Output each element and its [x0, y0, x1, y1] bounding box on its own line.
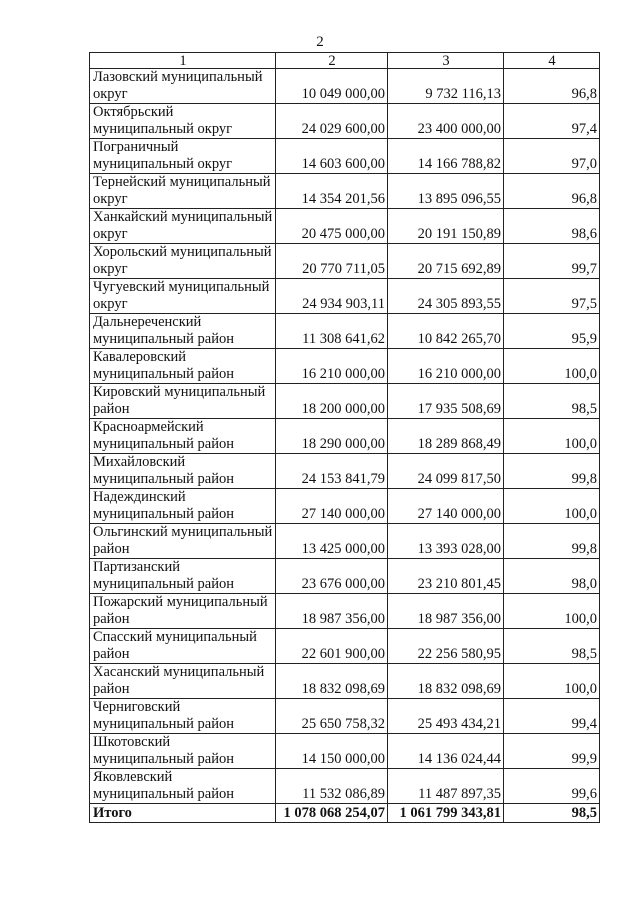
total-actual: 1 061 799 343,81: [388, 804, 504, 823]
plan-amount: 24 934 903,11: [276, 279, 388, 314]
execution-percent: 100,0: [504, 664, 600, 699]
column-header: 1: [90, 53, 276, 69]
plan-amount: 16 210 000,00: [276, 349, 388, 384]
execution-percent: 99,6: [504, 769, 600, 804]
execution-percent: 96,8: [504, 174, 600, 209]
plan-amount: 14 354 201,56: [276, 174, 388, 209]
table-row: [90, 664, 600, 699]
plan-amount: 23 676 000,00: [276, 559, 388, 594]
table-row: [90, 559, 600, 594]
plan-amount: 14 603 600,00: [276, 139, 388, 174]
execution-percent: 98,5: [504, 629, 600, 664]
plan-amount: 13 425 000,00: [276, 524, 388, 559]
municipality-name: Надеждинский муниципальный район: [90, 489, 276, 524]
municipality-name: Пожарский муниципальный район: [90, 594, 276, 629]
execution-percent: 98,5: [504, 384, 600, 419]
execution-percent: 97,4: [504, 104, 600, 139]
total-label: Итого: [90, 804, 276, 823]
execution-percent: 96,8: [504, 69, 600, 104]
municipality-name: Михайловский муниципальный район: [90, 454, 276, 489]
execution-percent: 98,6: [504, 209, 600, 244]
municipality-name: Спасский муниципальный район: [90, 629, 276, 664]
column-header: 4: [504, 53, 600, 69]
plan-amount: 18 987 356,00: [276, 594, 388, 629]
column-header: 3: [388, 53, 504, 69]
municipality-name: Партизанский муниципальный район: [90, 559, 276, 594]
table-row: [90, 419, 600, 454]
execution-percent: 99,7: [504, 244, 600, 279]
municipality-name: Красноармейский муниципальный район: [90, 419, 276, 454]
table-row: [90, 734, 600, 769]
actual-amount: 18 832 098,69: [388, 664, 504, 699]
table-row: [90, 384, 600, 419]
table-row: [90, 174, 600, 209]
plan-amount: 11 308 641,62: [276, 314, 388, 349]
municipality-name: Шкотовский муниципальный район: [90, 734, 276, 769]
actual-amount: 25 493 434,21: [388, 699, 504, 734]
execution-percent: 100,0: [504, 349, 600, 384]
execution-percent: 100,0: [504, 419, 600, 454]
plan-amount: 20 475 000,00: [276, 209, 388, 244]
plan-amount: 18 290 000,00: [276, 419, 388, 454]
total-percent: 98,5: [504, 804, 600, 823]
actual-amount: 18 987 356,00: [388, 594, 504, 629]
actual-amount: 23 400 000,00: [388, 104, 504, 139]
execution-percent: 99,4: [504, 699, 600, 734]
actual-amount: 20 191 150,89: [388, 209, 504, 244]
actual-amount: 23 210 801,45: [388, 559, 504, 594]
execution-percent: 99,8: [504, 454, 600, 489]
table-header-row: [90, 53, 600, 69]
table-row: [90, 139, 600, 174]
actual-amount: 24 099 817,50: [388, 454, 504, 489]
municipality-name: Пограничный муниципальный округ: [90, 139, 276, 174]
execution-percent: 100,0: [504, 489, 600, 524]
municipality-name: Тернейский муниципальный округ: [90, 174, 276, 209]
actual-amount: 17 935 508,69: [388, 384, 504, 419]
actual-amount: 22 256 580,95: [388, 629, 504, 664]
execution-percent: 99,8: [504, 524, 600, 559]
execution-percent: 97,5: [504, 279, 600, 314]
table-row: [90, 314, 600, 349]
actual-amount: 14 166 788,82: [388, 139, 504, 174]
table-row: [90, 769, 600, 804]
plan-amount: 11 532 086,89: [276, 769, 388, 804]
table-row: [90, 594, 600, 629]
actual-amount: 13 895 096,55: [388, 174, 504, 209]
table-row: [90, 209, 600, 244]
municipality-name: Дальнереченский муниципальный район: [90, 314, 276, 349]
total-row: [90, 804, 600, 823]
plan-amount: 14 150 000,00: [276, 734, 388, 769]
actual-amount: 9 732 116,13: [388, 69, 504, 104]
table-row: [90, 629, 600, 664]
municipality-name: Черниговский муниципальный район: [90, 699, 276, 734]
execution-percent: 95,9: [504, 314, 600, 349]
municipality-name: Лазовский муниципальный округ: [90, 69, 276, 104]
plan-amount: 10 049 000,00: [276, 69, 388, 104]
table-row: [90, 279, 600, 314]
plan-amount: 24 029 600,00: [276, 104, 388, 139]
total-plan: 1 078 068 254,07: [276, 804, 388, 823]
municipality-name: Хасанский муниципальный район: [90, 664, 276, 699]
actual-amount: 24 305 893,55: [388, 279, 504, 314]
plan-amount: 24 153 841,79: [276, 454, 388, 489]
plan-amount: 20 770 711,05: [276, 244, 388, 279]
plan-amount: 22 601 900,00: [276, 629, 388, 664]
table-row: [90, 489, 600, 524]
actual-amount: 11 487 897,35: [388, 769, 504, 804]
municipality-name: Октябрьский муниципальный округ: [90, 104, 276, 139]
municipality-name: Кавалеровский муниципальный район: [90, 349, 276, 384]
execution-percent: 97,0: [504, 139, 600, 174]
table-row: [90, 524, 600, 559]
table-body: [90, 69, 600, 823]
column-header: 2: [276, 53, 388, 69]
table-row: [90, 349, 600, 384]
table-row: [90, 104, 600, 139]
execution-percent: 98,0: [504, 559, 600, 594]
municipality-name: Хорольский муниципальный округ: [90, 244, 276, 279]
actual-amount: 13 393 028,00: [388, 524, 504, 559]
table-row: [90, 699, 600, 734]
actual-amount: 16 210 000,00: [388, 349, 504, 384]
data-table: [89, 52, 600, 823]
page-number: 2: [316, 34, 324, 50]
table-row: [90, 69, 600, 104]
municipality-name: Ханкайский муниципальный округ: [90, 209, 276, 244]
municipality-name: Ольгинский муниципальный район: [90, 524, 276, 559]
actual-amount: 18 289 868,49: [388, 419, 504, 454]
plan-amount: 18 832 098,69: [276, 664, 388, 699]
plan-amount: 25 650 758,32: [276, 699, 388, 734]
plan-amount: 18 200 000,00: [276, 384, 388, 419]
table-row: [90, 454, 600, 489]
municipality-name: Кировский муниципальный район: [90, 384, 276, 419]
actual-amount: 14 136 024,44: [388, 734, 504, 769]
municipality-name: Чугуевский муниципальный округ: [90, 279, 276, 314]
table-row: [90, 244, 600, 279]
municipality-name: Яковлевский муниципальный район: [90, 769, 276, 804]
actual-amount: 27 140 000,00: [388, 489, 504, 524]
actual-amount: 20 715 692,89: [388, 244, 504, 279]
execution-percent: 99,9: [504, 734, 600, 769]
execution-percent: 100,0: [504, 594, 600, 629]
actual-amount: 10 842 265,70: [388, 314, 504, 349]
plan-amount: 27 140 000,00: [276, 489, 388, 524]
